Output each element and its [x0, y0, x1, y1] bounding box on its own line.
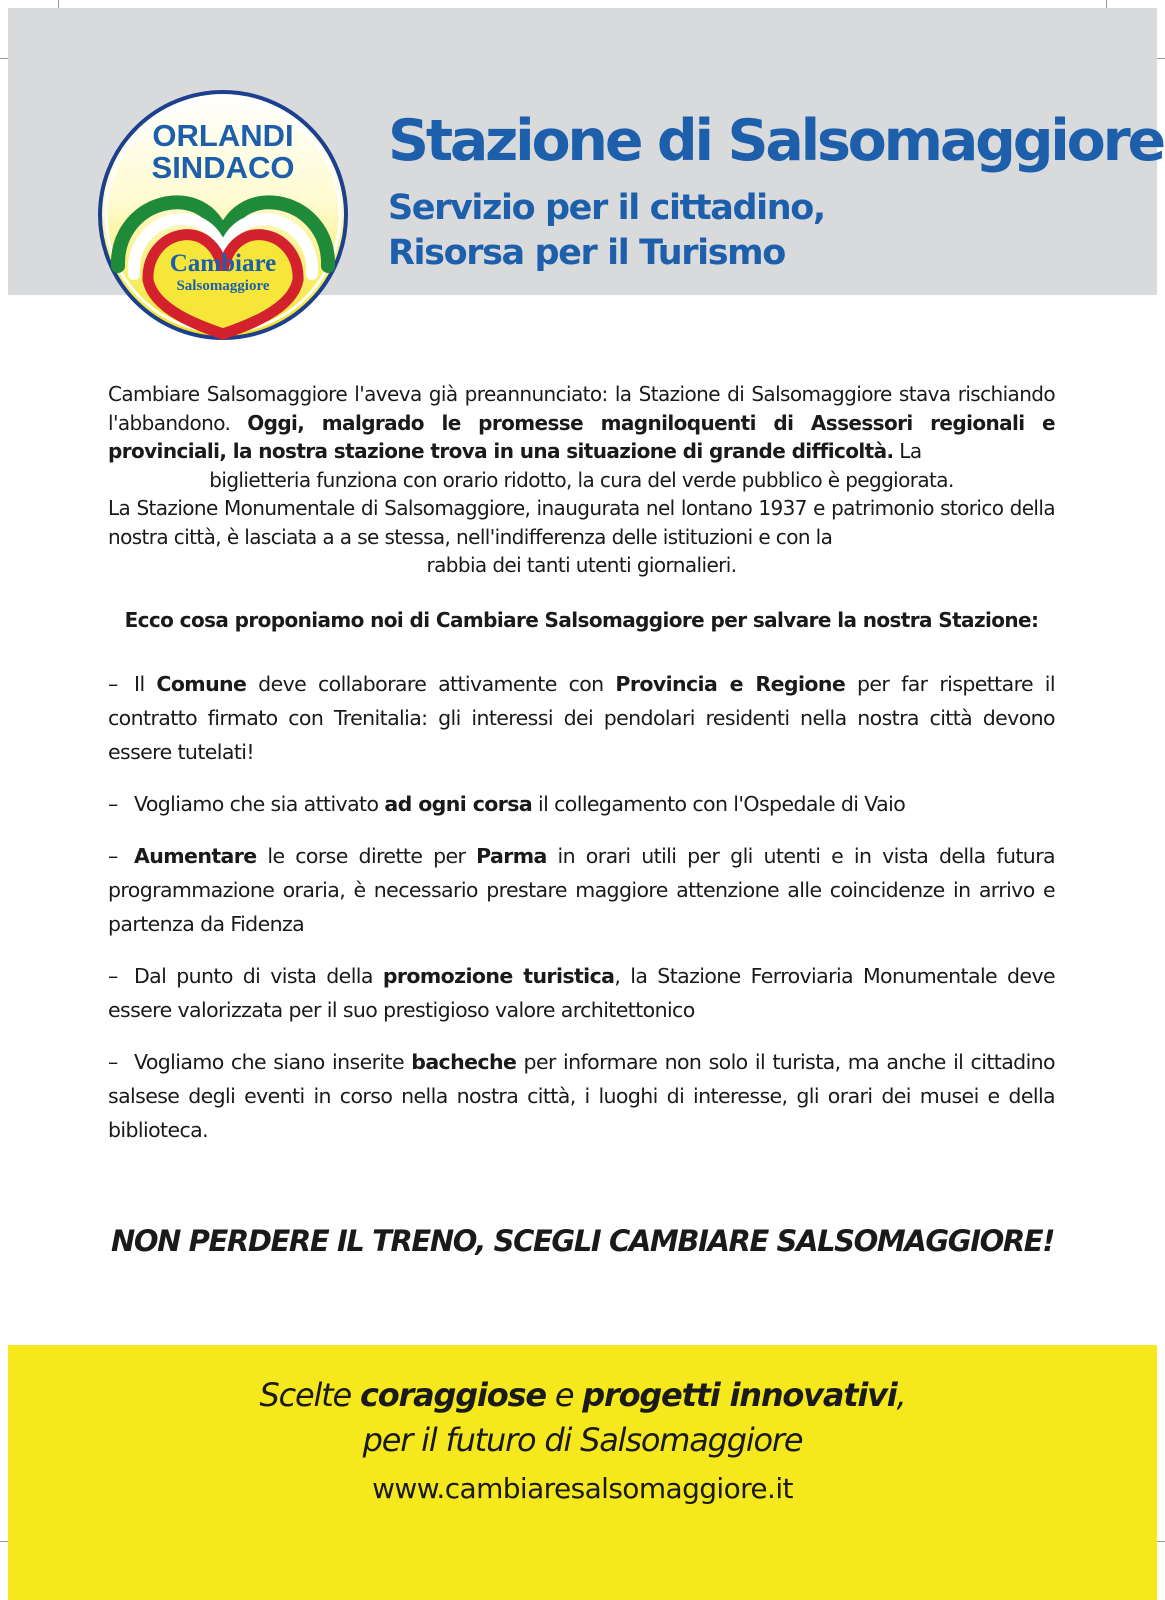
item-text: per far rispettare il contratto firmato con Trenitalia: gli interessi dei pendolari residenti nella nostra città devono essere tutelati! — [108, 672, 1055, 764]
slogan: NON PERDERE IL TRENO, SCEGLI CAMBIARE SALSOMAGGIORE! — [110, 1224, 1055, 1258]
intro-text-span: Cambiare Salsomaggiore l'aveva già preannunciato: la Stazione di Salsomaggiore stava rischiando l'abbandono. — [108, 382, 1055, 435]
subtitle-line: Risorsa per il Turismo — [388, 233, 785, 273]
item-bold: Provincia e Regione — [615, 672, 846, 696]
item-text: Dal punto di vista della — [134, 964, 383, 988]
item-text: in orari utili per gli utenti e in vista della futura programmazione oraria, è necessario prestare maggiore attenzione alle coincidenze in arrivo e partenza da Fidenza — [108, 844, 1055, 936]
footer-tagline-2: per il futuro di Salsomaggiore — [362, 1421, 803, 1459]
item-text: deve collaborare attivamente con — [246, 672, 616, 696]
dash-marker: – — [108, 792, 118, 816]
dash-marker: – — [108, 672, 118, 696]
footer-text: Scelte — [259, 1376, 360, 1414]
intro-text-span: La — [893, 439, 922, 463]
proposal-item — [108, 1045, 1055, 1147]
footer-text: e — [545, 1376, 583, 1414]
item-bold: Comune — [156, 672, 247, 696]
page-title: Stazione di Salsomaggiore — [388, 108, 1163, 174]
dash-marker: – — [108, 1050, 118, 1074]
item-text: il collegamento con l'Ospedale di Vaio — [532, 792, 906, 816]
item-bold: promozione turistica — [382, 964, 615, 988]
page-subtitle — [388, 186, 825, 276]
proposal-item — [108, 959, 1055, 1027]
proposal-item — [108, 787, 1055, 821]
logo-brand: Cambiare — [169, 250, 277, 277]
intro-paragraph — [108, 380, 1055, 466]
intro-paragraph: rabbia dei tanti utenti giornalieri. — [426, 553, 737, 577]
logo-emblem — [96, 88, 350, 342]
website-link[interactable]: www.cambiaresalsomaggiore.it — [372, 1472, 793, 1505]
item-text: per informare non solo il turista, ma anche il cittadino salsese degli eventi in corso nella nostra città, i luoghi di interesse, gli orari dei musei e della biblioteca. — [108, 1050, 1056, 1142]
intro-paragraph: La Stazione Monumentale di Salsomaggiore, inaugurata nel lontano 1937 e patrimonio storico della nostra città, è lasciata a a se stessa, nell'indifferenza delle istituzioni e con la — [108, 496, 1055, 549]
item-bold: Parma — [476, 844, 547, 868]
intro-text — [108, 380, 1055, 580]
footer-bold: coraggiose — [359, 1376, 546, 1414]
dash-marker: – — [108, 844, 118, 868]
footer-bold: progetti innovativi — [582, 1376, 897, 1414]
proposal-heading: Ecco cosa proponiamo noi di Cambiare Salsomaggiore per salvare la nostra Stazione: — [124, 608, 1039, 632]
subtitle-line: Servizio per il cittadino, — [388, 188, 825, 228]
proposal-item — [108, 667, 1055, 769]
proposal-item — [108, 839, 1055, 941]
item-text: , la Stazione Ferroviaria Monumentale deve essere valorizzata per il suo prestigioso valore architettonico — [108, 964, 1055, 1022]
intro-bold-span: Oggi, malgrado le promesse magniloquenti di Assessori regionali e provinciali, la nostra stazione trova in una situazione di grande difficoltà. — [108, 410, 1055, 463]
item-bold: ad ogni corsa — [384, 792, 533, 816]
logo-line2: SINDACO — [151, 150, 295, 185]
item-bold: Aumentare — [134, 844, 257, 868]
proposal-list — [108, 667, 1055, 1165]
item-text: le corse dirette per — [256, 844, 477, 868]
footer-text: , — [896, 1376, 906, 1414]
logo-place: Salsomaggiore — [176, 278, 270, 294]
party-logo — [96, 88, 350, 342]
item-bold: bacheche — [411, 1050, 517, 1074]
dash-marker: – — [108, 964, 118, 988]
logo-line1: ORLANDI — [152, 118, 294, 153]
footer-tagline — [8, 1376, 1157, 1414]
item-text: Vogliamo che siano inserite — [134, 1050, 412, 1074]
item-text: Il — [134, 672, 157, 696]
intro-paragraph: biglietteria funziona con orario ridotto, la cura del verde pubblico è peggiorata. — [209, 467, 954, 492]
item-text: Vogliamo che sia attivato — [134, 792, 385, 816]
